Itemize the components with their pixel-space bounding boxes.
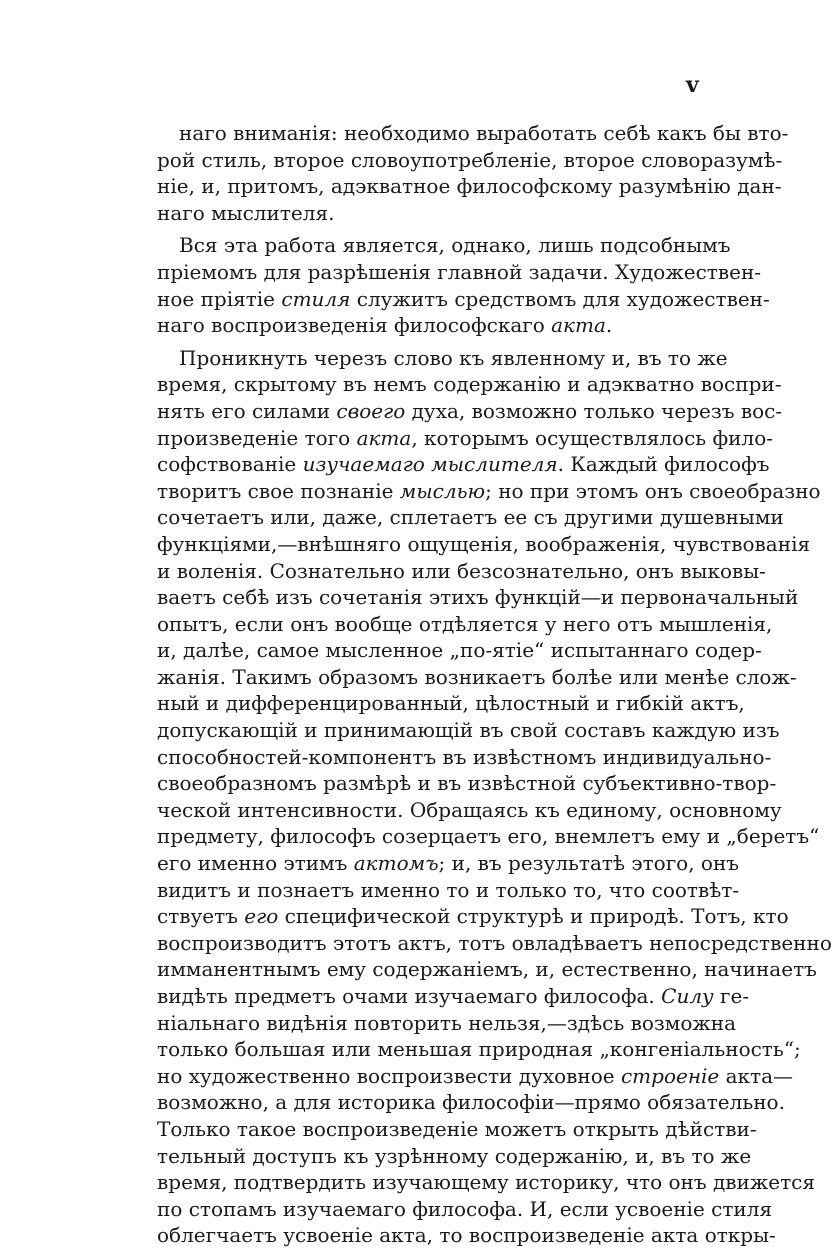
text-line — [157, 823, 820, 850]
text-run: тельный доступъ къ узрѣнному содержанію, и, въ то же — [157, 1143, 752, 1168]
text-run: произведеніе того — [157, 425, 357, 450]
text-line — [157, 1222, 776, 1249]
text-line — [157, 717, 780, 744]
text-line — [157, 690, 745, 717]
text-line — [157, 584, 799, 611]
text-run: ваетъ себѣ изъ сочетанія этихъ функцій—и первоначальный — [157, 585, 799, 610]
text-line — [157, 797, 782, 824]
text-line — [157, 259, 762, 286]
text-run: ное пріятіе — [157, 286, 282, 311]
text-line — [157, 232, 731, 259]
text-run: пріемомъ для разрѣшенія главной задачи. Художествен- — [157, 259, 762, 284]
text-run: софствованіе — [157, 452, 303, 477]
text-line — [157, 345, 728, 372]
text-line — [157, 1063, 794, 1090]
text-line — [157, 1116, 757, 1143]
text-line — [157, 286, 770, 313]
text-line — [157, 1143, 752, 1170]
text-run: предмету, философъ созерцаетъ его, внемлетъ ему и „беретъ“ — [157, 824, 820, 849]
text-run: имманентнымъ ему содержаніемъ, и, естественно, начинаетъ — [157, 957, 817, 982]
text-run: . Каждый философъ — [557, 452, 770, 477]
text-line — [157, 147, 783, 174]
italic-run: строеніе — [620, 1063, 720, 1088]
text-line — [157, 425, 774, 452]
text-run: ный и дифференцированный, цѣлостный и гибкій актъ, — [157, 691, 745, 716]
text-run: только большая или меньшая природная „конгеніальность“; — [157, 1037, 801, 1062]
text-line — [157, 983, 750, 1010]
italic-run: изучаемаго мыслителя — [302, 452, 558, 477]
text-line — [157, 1196, 773, 1223]
text-line — [157, 398, 783, 425]
text-line — [157, 558, 766, 585]
text-line — [157, 1169, 815, 1196]
text-run: наго воспроизведенія философскаго — [157, 313, 552, 338]
text-run: сочетаетъ или, даже, сплетаетъ ее съ другими душевными — [157, 505, 784, 530]
text-run: способностей-компонентъ въ извѣстномъ индивидуально- — [157, 744, 772, 769]
text-run: и воленія. Сознательно или безсознательно, онъ выковы- — [157, 558, 766, 583]
text-run: ческой интенсивности. Обращаясь къ единому, основному — [157, 797, 782, 822]
text-line — [157, 371, 782, 398]
text-run: ; и, въ результатѣ этого, онъ — [438, 851, 740, 876]
text-line — [157, 451, 770, 478]
text-line — [157, 611, 773, 638]
text-run: и, далѣе, самое мысленное „по-ятіе“ испытаннаго содер- — [157, 638, 762, 663]
text-run: специфической структурѣ и природѣ. Тотъ, кто — [278, 904, 789, 929]
text-run: своеобразномъ размѣрѣ и въ извѣстной субъективно-твор- — [157, 771, 777, 796]
text-line — [157, 120, 789, 147]
paragraph — [157, 232, 770, 338]
text-run: его именно этимъ — [157, 851, 354, 876]
text-run: опытъ, если онъ вообще отдѣляется у него отъ мышленія, — [157, 611, 773, 636]
text-run: наго вниманія: необходимо выработать себѣ какъ бы вто- — [179, 121, 789, 145]
text-line — [157, 770, 777, 797]
text-run: Проникнуть черезъ слово къ явленному и, въ то же — [179, 345, 728, 370]
italic-run: своего — [336, 398, 406, 423]
text-line — [157, 664, 797, 691]
text-line — [157, 930, 832, 957]
text-line — [157, 956, 817, 983]
text-run: ге- — [713, 984, 750, 1008]
text-run: время, скрытому въ немъ содержанію и адэкватно воспри- — [157, 372, 782, 397]
text-run: время, подтвердить изучающему историку, что онъ движется — [157, 1170, 815, 1195]
text-line — [157, 200, 719, 227]
paragraph — [157, 345, 832, 1249]
text-run: ствуетъ — [157, 904, 245, 929]
text-run: видѣть предметъ очами изучаемаго философа. — [157, 984, 662, 1008]
italic-run: актомъ — [353, 851, 439, 876]
text-line — [157, 1089, 785, 1116]
text-run: Только такое воспроизведеніе можетъ открыть дѣйстви- — [157, 1116, 757, 1141]
text-line — [157, 531, 811, 558]
text-run: возможно, а для историка философіи—прямо обязательно. — [157, 1090, 785, 1115]
text-line — [157, 1010, 737, 1037]
italic-run: мыслью — [399, 478, 486, 503]
text-run: воспроизводитъ этотъ актъ, тотъ овладѣваетъ непосредственно — [157, 930, 832, 955]
text-run: но художественно воспроизвести духовное — [157, 1063, 621, 1088]
text-run: нять его силами — [157, 398, 337, 423]
text-run: ; но при этомъ онъ своеобразно — [485, 478, 821, 503]
body-text — [157, 120, 832, 1249]
text-run: творитъ свое познаніе — [157, 478, 400, 503]
text-line — [157, 637, 762, 664]
text-run: допускающій и принимающій въ свой составъ каждую изъ — [157, 718, 780, 743]
text-run: видитъ и познаетъ именно то и только то, что соотвѣт- — [157, 877, 740, 902]
text-run: облегчаетъ усвоеніе акта, то воспроизведеніе акта откры- — [157, 1223, 776, 1248]
text-line — [157, 850, 740, 877]
text-run: . — [605, 313, 613, 338]
text-run: Вся эта работа является, однако, лишь подсобнымъ — [179, 233, 731, 258]
italic-run: акта — [356, 425, 412, 450]
text-line — [157, 312, 719, 339]
text-run: ніальнаго видѣнія повторить нельзя,—здѣсь возможна — [157, 1010, 737, 1035]
text-run: функціями,—внѣшняго ощущенія, воображенія, чувствованія — [157, 531, 811, 556]
text-line — [157, 877, 740, 904]
text-line — [157, 903, 789, 930]
text-run: ніе, и, притомъ, адэкватное философскому разумѣнію дан- — [157, 174, 782, 199]
text-run: , которымъ осуществлялось фило- — [411, 425, 774, 450]
text-line — [157, 504, 784, 531]
text-run: жанія. Такимъ образомъ возникаетъ болѣе или менѣе слож- — [157, 664, 797, 689]
text-line — [157, 173, 782, 200]
text-line — [157, 1036, 801, 1063]
text-run: акта— — [719, 1063, 794, 1088]
italic-run: акта — [551, 313, 606, 338]
paragraph — [157, 120, 789, 226]
text-line — [157, 744, 772, 771]
italic-run: его — [244, 904, 279, 929]
text-run: рой стиль, второе словоупотребленіе, второе словоразумѣ- — [157, 147, 783, 172]
italic-run: стиля — [281, 286, 351, 311]
page-number: v — [686, 72, 699, 98]
text-run: наго мыслителя. — [157, 200, 335, 225]
text-run: служитъ средствомъ для художествен- — [350, 286, 770, 311]
text-run: духа, возможно только черезъ вос- — [405, 398, 783, 423]
text-run: по стопамъ изучаемаго философа. И, если усвоеніе стиля — [157, 1196, 773, 1221]
text-line — [157, 478, 821, 505]
italic-run: Силу — [661, 984, 714, 1008]
